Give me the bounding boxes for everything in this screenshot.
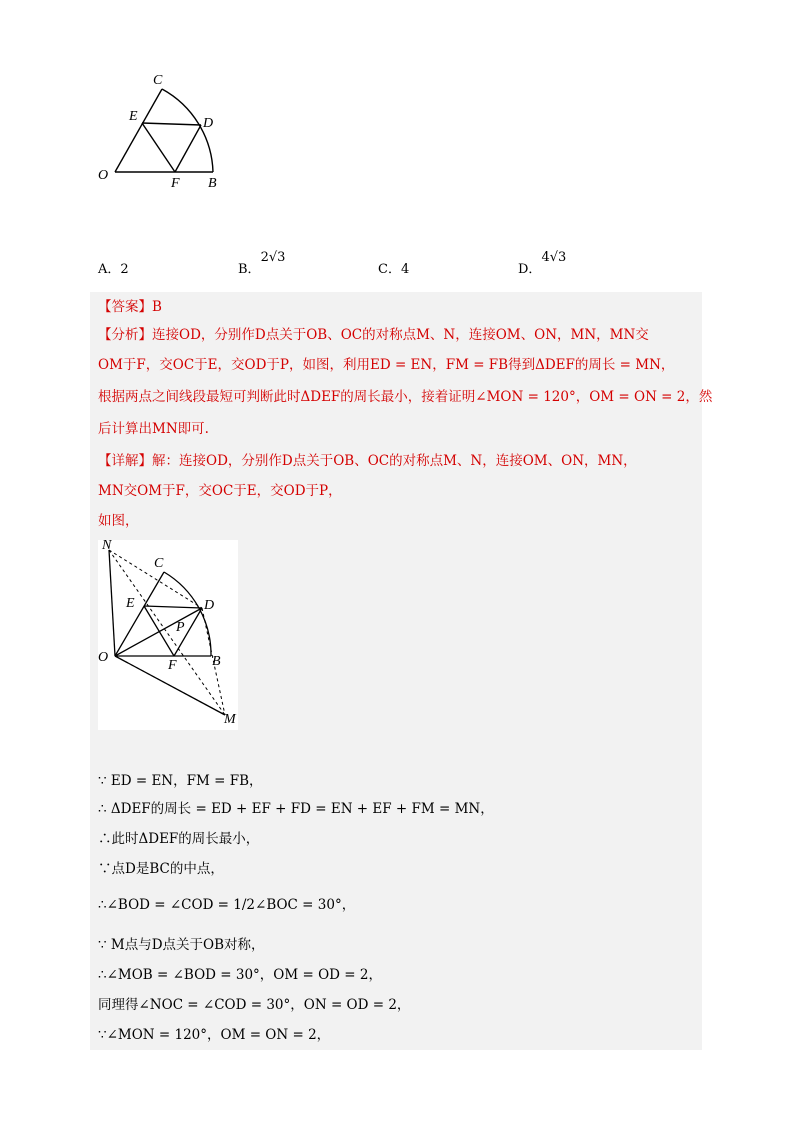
label-C: C [154,556,164,571]
detail-line-3: 如图， [98,513,139,529]
analysis-line-4: 后计算出MN即可. [98,421,209,437]
analysis-line-2: OM于F，交OC于E，交OD于P，如图，利用ED = EN，FM = FB得到ΔDEF的周长 = MN， [98,357,675,373]
step-3: ∴此时ΔDEF的周长最小， [98,831,260,847]
step-8: 同理得∠NOC = ∠COD = 30°，ON = OD = 2， [98,997,411,1013]
segment-OC [115,572,164,656]
option-b[interactable]: B．2√3 [238,250,286,277]
analysis-line-1: 【分析】连接OD，分别作D点关于OB、OC的对称点M、N，连接OM、ON，MN，MN交 [98,327,649,343]
solution-panel [90,292,713,1050]
detail-line-1: 【详解】解：连接OD，分别作D点关于OB、OC的对称点M、N，连接OM、ON，MN， [98,453,637,469]
step-9: ∵∠MON = 120°，OM = ON = 2， [98,1027,331,1043]
step-1: ∵ ED = EN，FM = FB， [98,773,263,789]
label-O: O [98,168,109,183]
label-N: N [102,538,112,553]
step-6: ∵ M点与D点关于OB对称， [98,937,265,953]
segment-ON [109,550,115,656]
segment-DF [175,125,201,172]
label-E: E [129,109,138,124]
label-F: F [171,176,180,191]
option-a[interactable]: A．2 [98,262,129,277]
step-2: ∴ ΔDEF的周长 = ED + EF + FD = EN + EF + FM = MN， [98,801,494,817]
label-F: F [168,658,177,673]
detail-line-2: MN交OM于F，交OC于E，交OD于P， [98,483,342,499]
analysis-line-3: 根据两点之间线段最短可判断此时ΔDEF的周长最小，接着证明∠MON = 120°，OM = ON = 2，然 [98,389,713,405]
segment-OC [115,89,162,172]
label-O: O [98,650,109,665]
step-4: ∵点D是BC的中点， [98,861,224,877]
label-D: D [203,116,214,131]
label-C: C [153,73,163,88]
step-7: ∴∠MOB = ∠BOD = 30°，OM = OD = 2， [98,967,382,983]
segment-EF [142,123,175,172]
answer-line: 【答案】B [98,299,162,315]
figure-sector-1 [95,72,235,197]
label-M: M [224,712,236,727]
figure-sector-2 [98,540,238,730]
arc-CB [164,572,211,656]
segment-ED [142,123,201,125]
label-B: B [208,176,217,191]
segment-ED [144,606,202,608]
answer-options [98,250,698,280]
option-c[interactable]: C．4 [378,262,410,277]
segment-OD [115,608,202,656]
option-d[interactable]: D．4√3 [518,250,567,277]
step-5: ∴∠BOD = ∠COD = 1/2∠BOC = 30°， [98,897,356,913]
label-D: D [204,598,215,613]
label-P: P [176,620,185,635]
label-B: B [212,654,221,669]
sector-diagram-2 [98,540,238,730]
label-E: E [126,596,135,611]
